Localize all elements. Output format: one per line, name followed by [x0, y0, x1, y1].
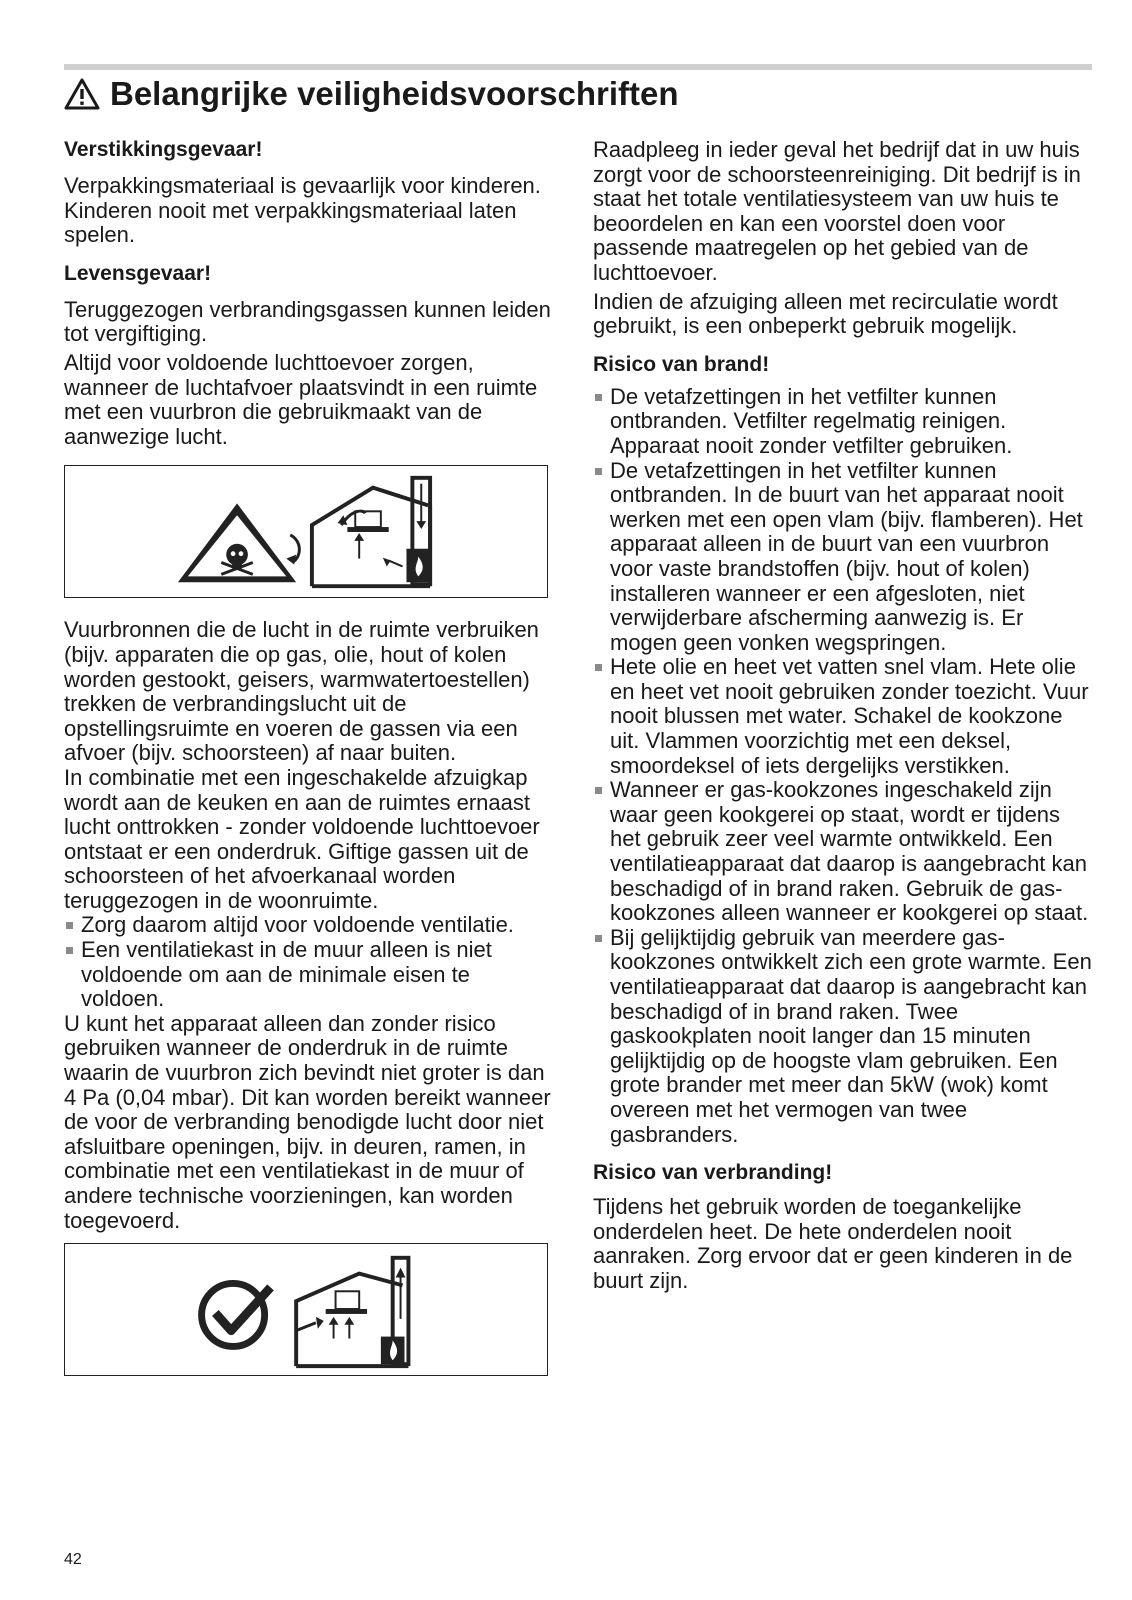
page-number: 42 [64, 1551, 82, 1568]
page-title [64, 75, 679, 113]
heading-risico-brand: Risico van brand! [593, 352, 770, 376]
page-title-text: Belangrijke veiligheidsvoorschriften [110, 75, 679, 112]
paragraph: Indien de afzuiging alleen met recirculatie wordt gebruikt, is een onbeperkt gebruik mogelijk. [593, 288, 1058, 339]
warning-triangle-icon [64, 78, 100, 110]
list-item: Een ventilatiekast in de muur alleen is niet voldoende om aan de minimale eisen te voldoen. [64, 938, 554, 1012]
paragraph: In combinatie met een ingeschakelde afzuigkap wordt aan de keuken en aan de ruimtes ernaast lucht onttrokken - zonder voldoende luchttoevoer ontstaat er een onderdruk. Giftige gassen uit de schoorsteen of het afvoerkanaal worden teruggezogen in de woonruimte. [64, 764, 540, 913]
heading-verstikkingsgevaar: Verstikkingsgevaar! [64, 138, 263, 161]
paragraph: U kunt het apparaat alleen dan zonder risico gebruiken wanneer de onderdruk in de ruimte waarin de vuurbron zich bevindt niet groter is dan 4 Pa (0,04 mbar). Dit kan worden bereikt wanneer de voor de verbranding benodigde lucht door niet afsluitbare openingen, bijv. in deuren, ramen, in combinatie met een ventilatiekast in de muur of andere technische voorzieningen, kan worden toegevoerd. [64, 1010, 551, 1233]
figure-danger [64, 465, 548, 598]
heading-risico-verbranding: Risico van verbranding! [593, 1161, 833, 1185]
heading-levensgevaar: Levensgevaar! [64, 261, 212, 285]
paragraph: Vuurbronnen die de lucht in de ruimte verbruiken (bijv. apparaten die op gas, olie, hout of kolen worden gestookt, geisers, warmwatertoestellen) trekken de verbrandingslucht uit de opstellingsruimte en voeren de gassen via een afvoer (bijv. schoorsteen) af naar buiten. [64, 617, 539, 766]
list-item: Wanneer er gas-kookzones ingeschakeld zijn waar geen kookgerei op staat, wordt er tijdens het gebruik zeer veel warmte ontwikkeld. Een ventilatieapparaat dat daarop is aangebracht kan beschadigd of in brand raken. Gebruik de gas-kookzones alleen wanneer er kookgerei op staat. [593, 778, 1093, 926]
right-column [593, 138, 1093, 1294]
checkmark-circle-icon [202, 1284, 271, 1347]
paragraph: Raadpleeg in ieder geval het bedrijf dat in uw huis zorgt voor de schoorsteenreiniging. Dit bedrijf is in staat het totale ventilatiesysteem van uw huis te beoordelen en kan een voorstel doen voor passende maatregelen op het gebied van de luchttoevoer. [593, 137, 1081, 285]
paragraph: Altijd voor voldoende luchttoevoer zorgen, wanneer de luchtafvoer plaatsvindt in een ruimte met een vuurbron die gebruikmaakt van de aanwezige lucht. [64, 349, 538, 449]
list-item: De vetafzettingen in het vetfilter kunnen ontbranden. Vetfilter regelmatig reinigen. Apparaat nooit zonder vetfilter gebruiken. [593, 385, 1093, 459]
paragraph: Teruggezogen verbrandingsgassen kunnen leiden tot vergiftiging. [64, 296, 551, 347]
list-item: De vetafzettingen in het vetfilter kunnen ontbranden. In de buurt van het apparaat nooit werken met een open vlam (bijv. flamberen). Het apparaat alleen in de buurt van een vuurbron voor vaste brandstoffen (bijv. hout of kolen) installeren wanneer er een afgesloten, niet verwijderbare afscherming aanwezig is. Er mogen geen vonken wegspringen. [593, 459, 1093, 656]
paragraph: Tijdens het gebruik worden de toegankelijke onderdelen heet. De hete onderdelen nooit aanraken. Zorg ervoor dat er geen kinderen in de buurt zijn. [593, 1194, 1073, 1293]
list-item: Hete olie en heet vet vatten snel vlam. Hete olie en heet vet nooit gebruiken zonder toezicht. Vuur nooit blussen met water. Schakel de kookzone uit. Vlammen voorzichtig met een deksel, smoordeksel of iets dergelijks verstikken. [593, 655, 1093, 778]
paragraph: Verpakkingsmateriaal is gevaarlijk voor kinderen. Kinderen nooit met verpakkingsmateriaal laten spelen. [64, 173, 541, 248]
bullet-list [64, 913, 554, 1011]
list-item: Zorg daarom altijd voor voldoende ventilatie. [64, 913, 554, 938]
left-column [64, 138, 554, 1376]
list-item: Bij gelijktijdig gebruik van meerdere gas-kookzones ontwikkelt zich een grote warmte. Een ventilatieapparaat dat daarop is aangebracht kan beschadigd of in brand raken. Twee gaskookplaten nooit langer dan 15 minuten gelijktijdig op de hoogste vlam gebruiken. Een grote brander met meer dan 5kW (wok) komt overeen met het vermogen van twee gasbranders. [593, 926, 1093, 1147]
figure-safe [64, 1243, 548, 1376]
top-rule [64, 64, 1092, 70]
bullet-list [593, 385, 1093, 1147]
skull-warning-icon [178, 504, 296, 583]
